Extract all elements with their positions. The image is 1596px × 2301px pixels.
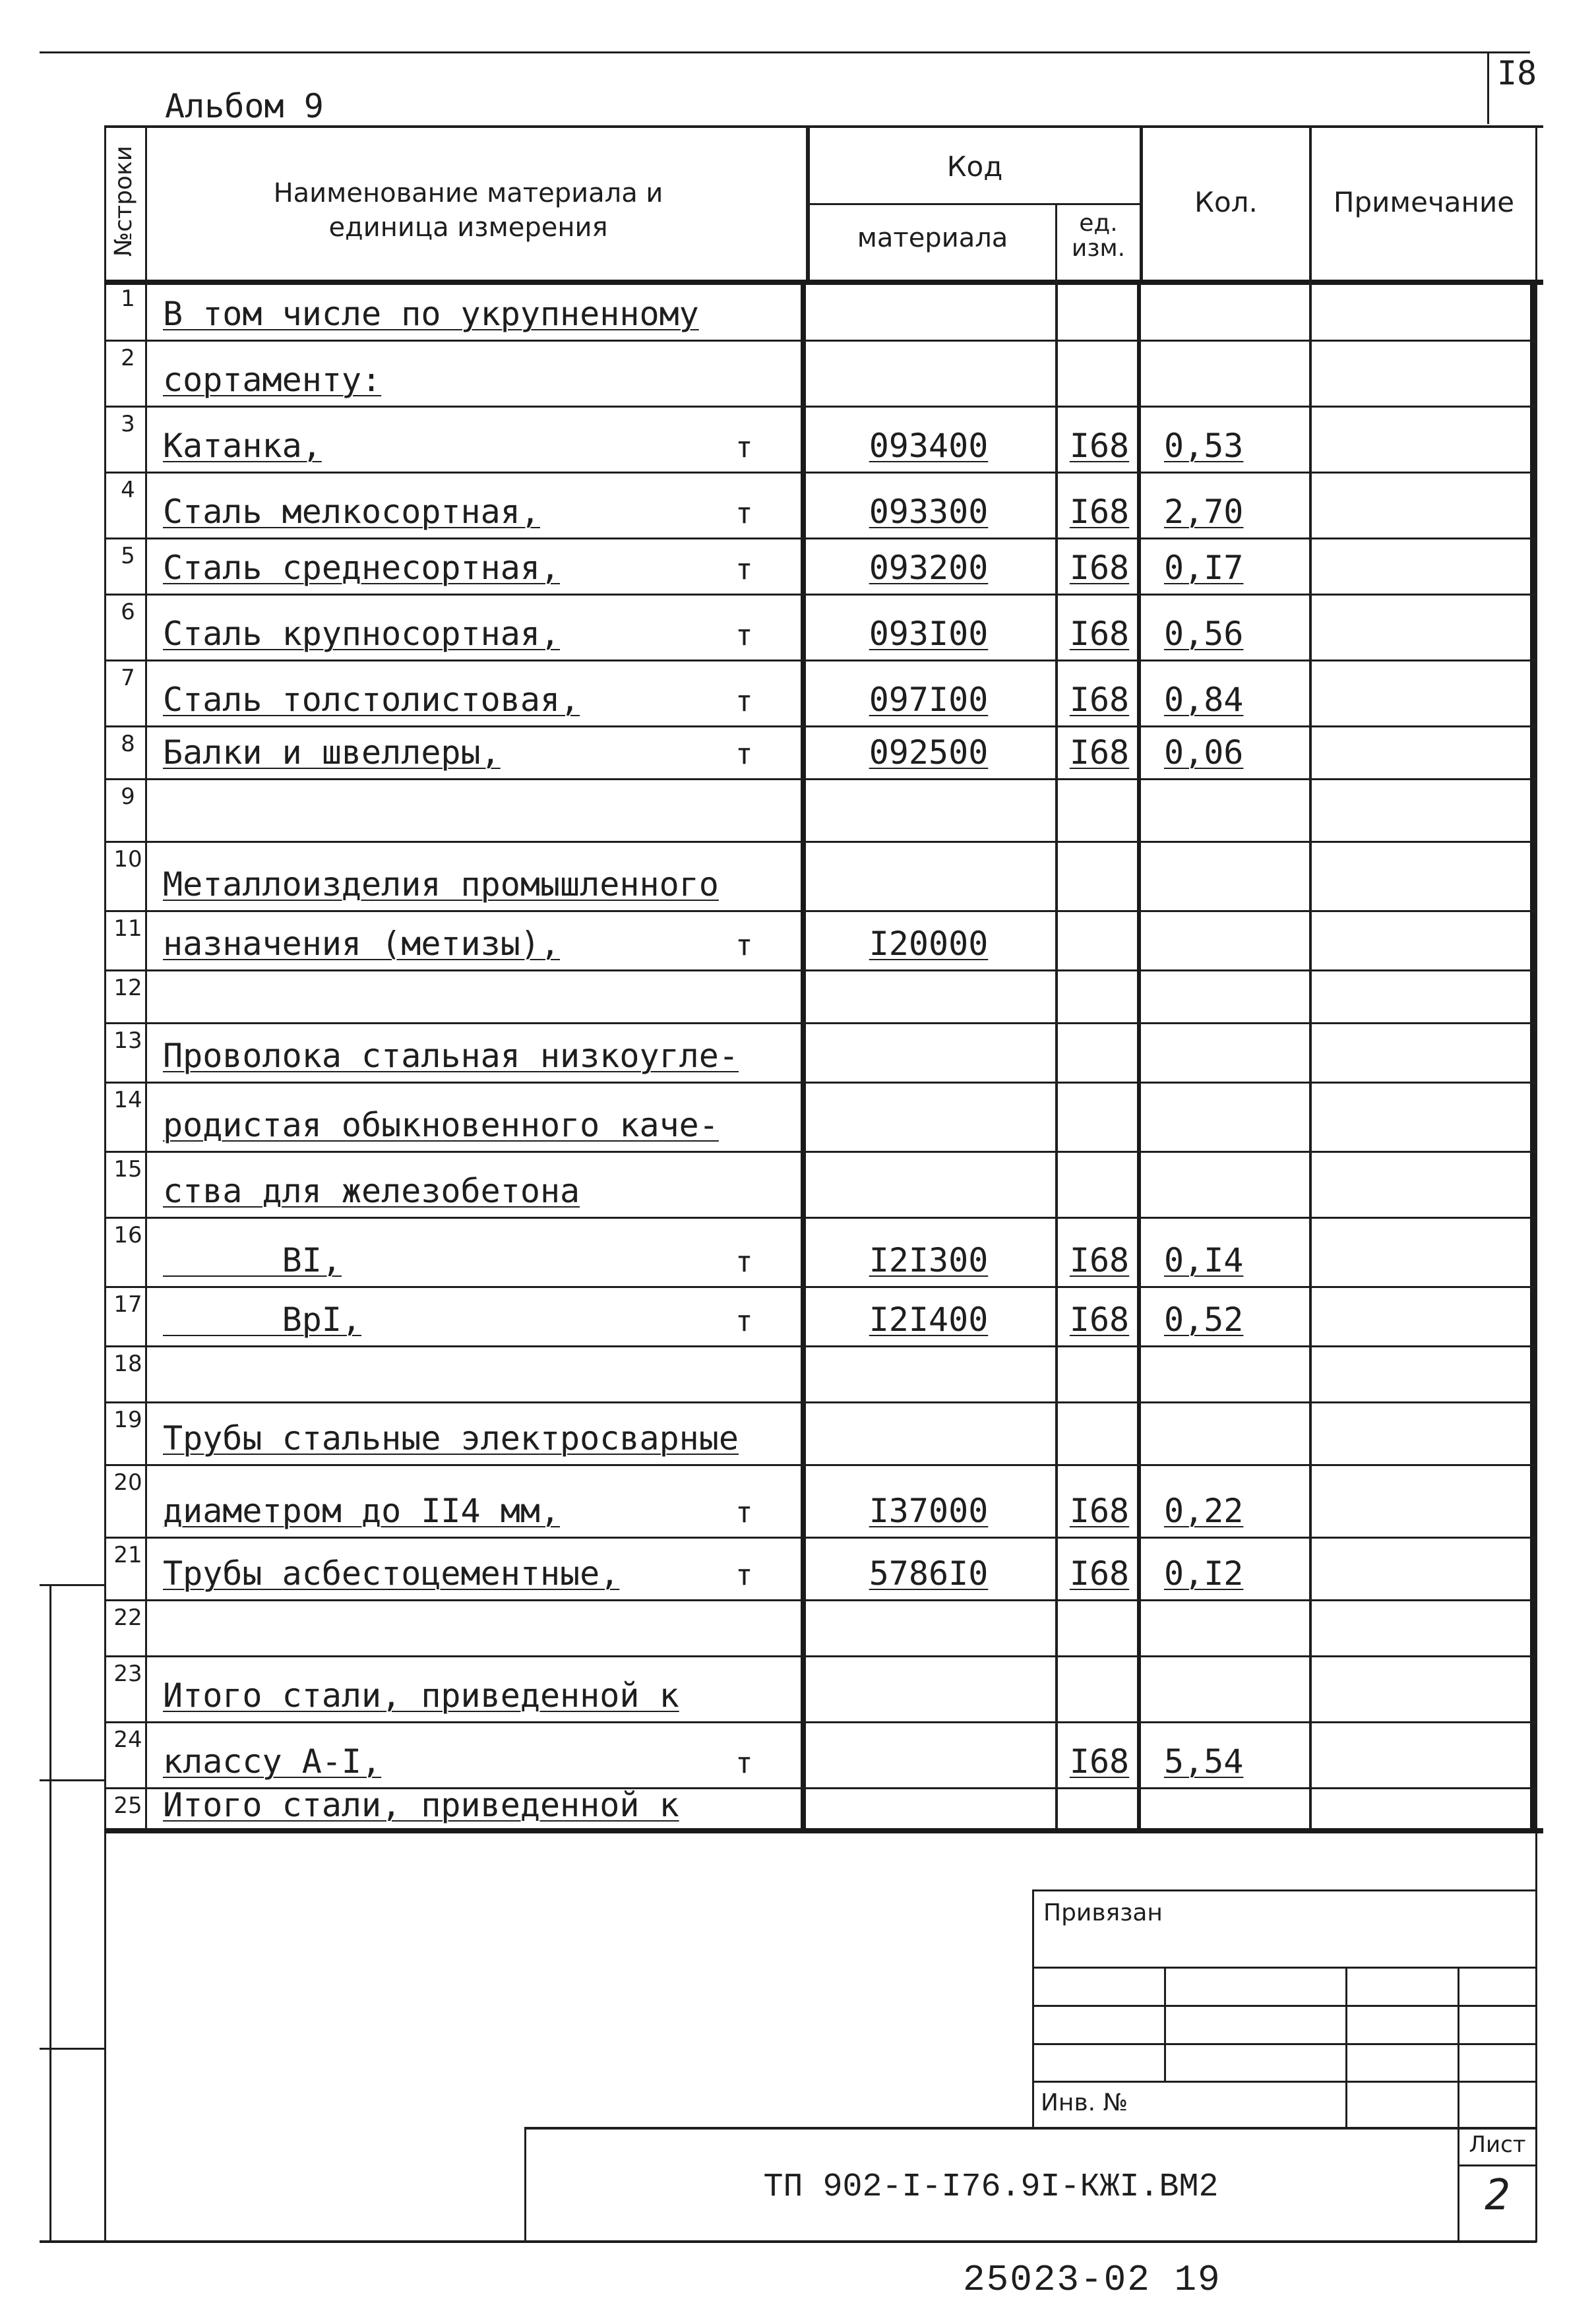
material-code: 093400 bbox=[869, 427, 989, 465]
unit-label: т bbox=[735, 1245, 753, 1279]
row-separator bbox=[104, 594, 1535, 596]
quantity: 0,I2 bbox=[1164, 1554, 1244, 1593]
header-unit-line1: ед. bbox=[1079, 210, 1118, 237]
stamp-col-1 bbox=[1164, 1967, 1166, 2081]
stamp-line-4 bbox=[1032, 2081, 1535, 2083]
material-name: В том числе по укрупненному bbox=[163, 295, 699, 333]
header-material: материала bbox=[857, 223, 1008, 253]
header-code-underline bbox=[806, 203, 1141, 205]
row-number: 3 bbox=[121, 411, 135, 437]
unit-label: т bbox=[735, 685, 753, 718]
material-name: Сталь крупносортная, bbox=[163, 615, 561, 653]
unit-label: т bbox=[735, 619, 753, 652]
row-separator bbox=[104, 340, 1535, 342]
row-number: 20 bbox=[113, 1469, 142, 1496]
row-separator bbox=[104, 1151, 1535, 1153]
header-note: Примечание bbox=[1333, 186, 1515, 218]
row-separator bbox=[104, 841, 1535, 843]
material-name: родистая обыкновенного каче- bbox=[163, 1106, 719, 1144]
bottom-frame-line bbox=[40, 2240, 1537, 2243]
material-name: Проволока стальная низкоугле- bbox=[163, 1037, 739, 1075]
row-number: 22 bbox=[113, 1605, 142, 1631]
row-separator bbox=[104, 1721, 1535, 1723]
row-separator bbox=[104, 1537, 1535, 1539]
row-number: 21 bbox=[113, 1542, 142, 1568]
row-separator bbox=[104, 725, 1535, 727]
stamp-top-line bbox=[1032, 1889, 1535, 1891]
material-name: сортаменту: bbox=[163, 361, 382, 399]
page-number-box-left bbox=[1487, 51, 1489, 124]
row-number: 16 bbox=[113, 1222, 142, 1248]
stamp-line-2 bbox=[1032, 2005, 1535, 2007]
header-bottom-line bbox=[104, 280, 1543, 285]
row-number: 23 bbox=[113, 1661, 142, 1687]
material-name: BpI, bbox=[163, 1301, 362, 1339]
material-code: I2I400 bbox=[869, 1301, 989, 1339]
quantity: 0,22 bbox=[1164, 1492, 1244, 1530]
table-bottom-line bbox=[104, 1828, 1543, 1833]
material-name: назначения (метизы), bbox=[163, 925, 561, 963]
row-number: 17 bbox=[113, 1291, 142, 1318]
material-code: 092500 bbox=[869, 733, 989, 772]
material-code: 5786I0 bbox=[869, 1554, 989, 1593]
material-name: Трубы стальные электросварные bbox=[163, 1419, 739, 1457]
unit-code: I68 bbox=[1069, 493, 1130, 531]
unit-label: т bbox=[735, 1558, 753, 1592]
row-number: 5 bbox=[121, 543, 135, 569]
top-border-line bbox=[40, 51, 1530, 53]
row-number: 10 bbox=[113, 846, 142, 873]
row-separator bbox=[104, 1655, 1535, 1657]
row-number: 11 bbox=[113, 915, 142, 942]
unit-label: т bbox=[735, 1304, 753, 1338]
row-number: 12 bbox=[113, 975, 142, 1001]
header-row-number: №строки bbox=[110, 145, 137, 257]
stamp-col-3 bbox=[1458, 1967, 1459, 2127]
row-separator bbox=[104, 660, 1535, 661]
unit-code: I68 bbox=[1069, 615, 1130, 653]
header-code: Код bbox=[946, 150, 1003, 183]
material-name: классу А-I, bbox=[163, 1742, 382, 1781]
left-frame-line bbox=[104, 125, 106, 2242]
quantity: 0,I7 bbox=[1164, 549, 1244, 587]
row-number: 7 bbox=[121, 665, 135, 691]
row-separator bbox=[104, 1401, 1535, 1403]
material-code: I20000 bbox=[869, 925, 989, 963]
row-number: 2 bbox=[121, 345, 135, 371]
row-number: 8 bbox=[121, 731, 135, 757]
quantity: 0,56 bbox=[1164, 615, 1244, 653]
unit-label: т bbox=[735, 431, 753, 464]
row-separator bbox=[104, 406, 1535, 408]
material-name: Катанка, bbox=[163, 427, 322, 465]
unit-code: I68 bbox=[1069, 549, 1130, 587]
quantity: 5,54 bbox=[1164, 1742, 1244, 1781]
row-number: 15 bbox=[113, 1156, 142, 1182]
material-code: 097I00 bbox=[869, 681, 989, 719]
row-number: 19 bbox=[113, 1407, 142, 1433]
material-name: Сталь толстолистовая, bbox=[163, 681, 580, 719]
unit-code: I68 bbox=[1069, 1742, 1130, 1781]
unit-code: I68 bbox=[1069, 733, 1130, 772]
material-code: 093200 bbox=[869, 549, 989, 587]
quantity: 0,06 bbox=[1164, 733, 1244, 772]
row-separator bbox=[104, 778, 1535, 780]
stamp-privyazan: Привязан bbox=[1043, 1899, 1163, 1926]
sheet-label: Лист bbox=[1469, 2132, 1526, 2158]
material-name: диаметром до II4 мм, bbox=[163, 1492, 561, 1530]
row-separator bbox=[104, 1599, 1535, 1601]
unit-label: т bbox=[735, 1496, 753, 1529]
row-separator bbox=[104, 969, 1535, 971]
row-separator bbox=[104, 1345, 1535, 1347]
stamp-inv-no: Инв. № bbox=[1041, 2089, 1128, 2116]
material-name: BI, bbox=[163, 1241, 342, 1279]
row-number: 6 bbox=[121, 599, 135, 625]
page-number: I8 bbox=[1497, 54, 1537, 92]
row-number: 24 bbox=[113, 1727, 142, 1753]
material-code: 093I00 bbox=[869, 615, 989, 653]
row-number: 4 bbox=[121, 477, 135, 503]
quantity: 2,70 bbox=[1164, 493, 1244, 531]
header-qty: Кол. bbox=[1194, 186, 1258, 218]
doc-code: ТП 902-I-I76.9I-КЖI.ВМ2 bbox=[763, 2168, 1219, 2206]
row-number: 25 bbox=[113, 1793, 142, 1819]
material-code: I2I300 bbox=[869, 1241, 989, 1279]
material-name: Итого стали, приведенной к bbox=[163, 1786, 679, 1824]
stamp-col-2 bbox=[1345, 1967, 1347, 2127]
header-name-line2: единица измерения bbox=[328, 212, 608, 243]
row-separator bbox=[104, 472, 1535, 474]
album-title: Альбом 9 bbox=[165, 87, 324, 125]
material-name: Металлоизделия промышленного bbox=[163, 865, 719, 904]
row-separator bbox=[104, 1286, 1535, 1288]
row-separator bbox=[104, 1082, 1535, 1084]
material-name: Сталь среднесортная, bbox=[163, 549, 561, 587]
quantity: 0,84 bbox=[1164, 681, 1244, 719]
row-number: 13 bbox=[113, 1028, 142, 1054]
material-name: Трубы асбестоцементные, bbox=[163, 1554, 620, 1593]
unit-code: I68 bbox=[1069, 1301, 1130, 1339]
material-name: ства для железобетона bbox=[163, 1172, 580, 1210]
bottom-number: 25023-02 19 bbox=[963, 2259, 1221, 2301]
material-code: 093300 bbox=[869, 493, 989, 531]
material-name: Итого стали, приведенной к bbox=[163, 1676, 679, 1715]
unit-label: т bbox=[735, 737, 753, 771]
table-top-line bbox=[104, 125, 1543, 128]
unit-code: I68 bbox=[1069, 1554, 1130, 1593]
unit-code: I68 bbox=[1069, 427, 1130, 465]
unit-label: т bbox=[735, 929, 753, 962]
stamp-main-top-line bbox=[524, 2127, 1535, 2130]
quantity: 0,53 bbox=[1164, 427, 1244, 465]
material-name: Балки и швеллеры, bbox=[163, 733, 501, 772]
row-number: 9 bbox=[121, 783, 135, 810]
header-name-line1: Наименование материала и bbox=[273, 178, 663, 208]
row-separator bbox=[104, 1217, 1535, 1219]
row-separator bbox=[104, 537, 1535, 539]
stamp-line-1 bbox=[1032, 1967, 1535, 1969]
unit-code: I68 bbox=[1069, 1492, 1130, 1530]
right-frame-line bbox=[1535, 125, 1537, 2242]
unit-label: т bbox=[735, 553, 753, 586]
row-separator bbox=[104, 1022, 1535, 1024]
quantity: 0,52 bbox=[1164, 1301, 1244, 1339]
row-number: 14 bbox=[113, 1087, 142, 1113]
unit-label: т bbox=[735, 497, 753, 530]
margin-box-left bbox=[49, 1584, 51, 2240]
material-name: Сталь мелкосортная, bbox=[163, 493, 540, 531]
row-number: 1 bbox=[121, 286, 135, 312]
unit-code: I68 bbox=[1069, 681, 1130, 719]
unit-code: I68 bbox=[1069, 1241, 1130, 1279]
sheet-box-divider bbox=[1458, 2164, 1535, 2166]
row-number-divider bbox=[145, 125, 147, 1833]
row-number: 18 bbox=[113, 1351, 142, 1377]
unit-label: т bbox=[735, 1746, 753, 1780]
material-code: I37000 bbox=[869, 1492, 989, 1530]
sheet-number: 2 bbox=[1485, 2171, 1510, 2220]
quantity: 0,I4 bbox=[1164, 1241, 1244, 1279]
stamp-left-line bbox=[1032, 1889, 1034, 2127]
stamp-line-3 bbox=[1032, 2043, 1535, 2045]
header-unit-line2: изм. bbox=[1071, 235, 1126, 262]
row-separator bbox=[104, 910, 1535, 912]
row-separator bbox=[104, 1464, 1535, 1466]
